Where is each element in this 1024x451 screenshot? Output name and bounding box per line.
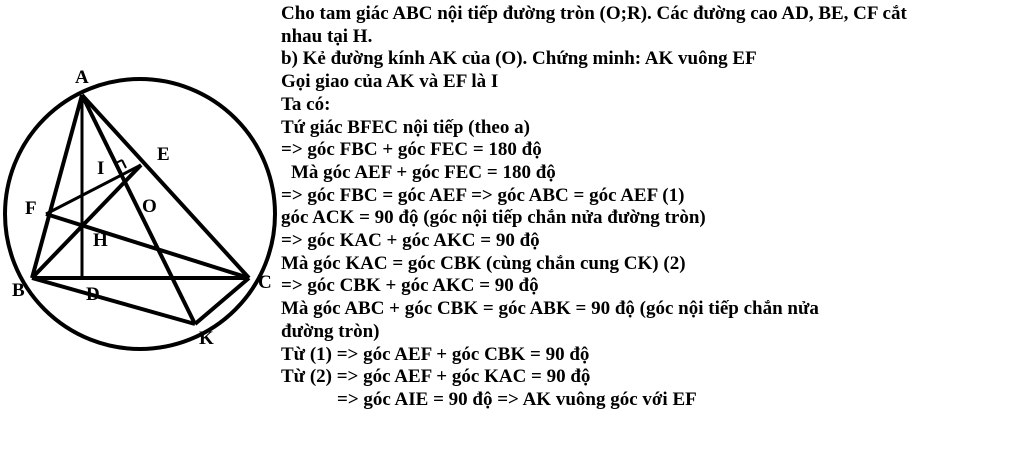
label-point-O: O — [142, 196, 157, 217]
label-point-E: E — [157, 144, 170, 165]
label-point-C: C — [258, 272, 272, 293]
label-point-K: K — [199, 328, 214, 349]
label-point-D: D — [86, 284, 100, 305]
proof-line-18: => góc AIE = 90 độ => AK vuông góc với EF — [337, 388, 697, 410]
proof-line-5: Ta có: — [281, 93, 331, 115]
proof-line-10: góc ACK = 90 độ (góc nội tiếp chắn nửa đường tròn) — [281, 207, 706, 229]
proof-line-6: Tứ giác BFEC nội tiếp (theo a) — [281, 116, 530, 138]
geometry-figure — [0, 0, 290, 451]
proof-line-14: Mà góc ABC + góc CBK = góc ABK = 90 độ (góc nội tiếp chắn nửa — [281, 298, 819, 320]
proof-line-3: b) Kẻ đường kính AK của (O). Chứng minh: AK vuông EF — [281, 48, 757, 70]
label-point-F: F — [25, 198, 37, 219]
proof-line-9: => góc FBC = góc AEF => góc ABC = góc AEF (1) — [281, 184, 685, 206]
label-point-A: A — [75, 67, 89, 88]
proof-line-15: đường tròn) — [281, 320, 380, 342]
label-point-B: B — [12, 280, 25, 301]
right-angle-mark-2 — [122, 160, 126, 168]
proof-line-16: Từ (1) => góc AEF + góc CBK = 90 độ — [281, 343, 590, 365]
proof-line-4: Gọi giao của AK và EF là I — [281, 71, 499, 93]
proof-line-11: => góc KAC + góc AKC = 90 độ — [281, 230, 540, 252]
proof-line-1: Cho tam giác ABC nội tiếp đường tròn (O;R). Các đường cao AD, BE, CF cắt — [281, 3, 907, 24]
proof-line-17: Từ (2) => góc AEF + góc KAC = 90 độ — [281, 366, 591, 388]
segment-BK — [32, 278, 195, 324]
proof-line-2: nhau tại H. — [281, 25, 373, 47]
label-point-H: H — [93, 230, 108, 251]
proof-text — [281, 3, 1021, 412]
proof-line-13: => góc CBK + góc AKC = 90 độ — [281, 275, 539, 297]
proof-line-7: => góc FBC + góc FEC = 180 độ — [281, 139, 542, 161]
proof-line-8: Mà góc AEF + góc FEC = 180 độ — [291, 161, 556, 183]
proof-line-12: Mà góc KAC = góc CBK (cùng chắn cung CK) (2) — [281, 252, 686, 274]
label-point-I: I — [97, 158, 105, 179]
